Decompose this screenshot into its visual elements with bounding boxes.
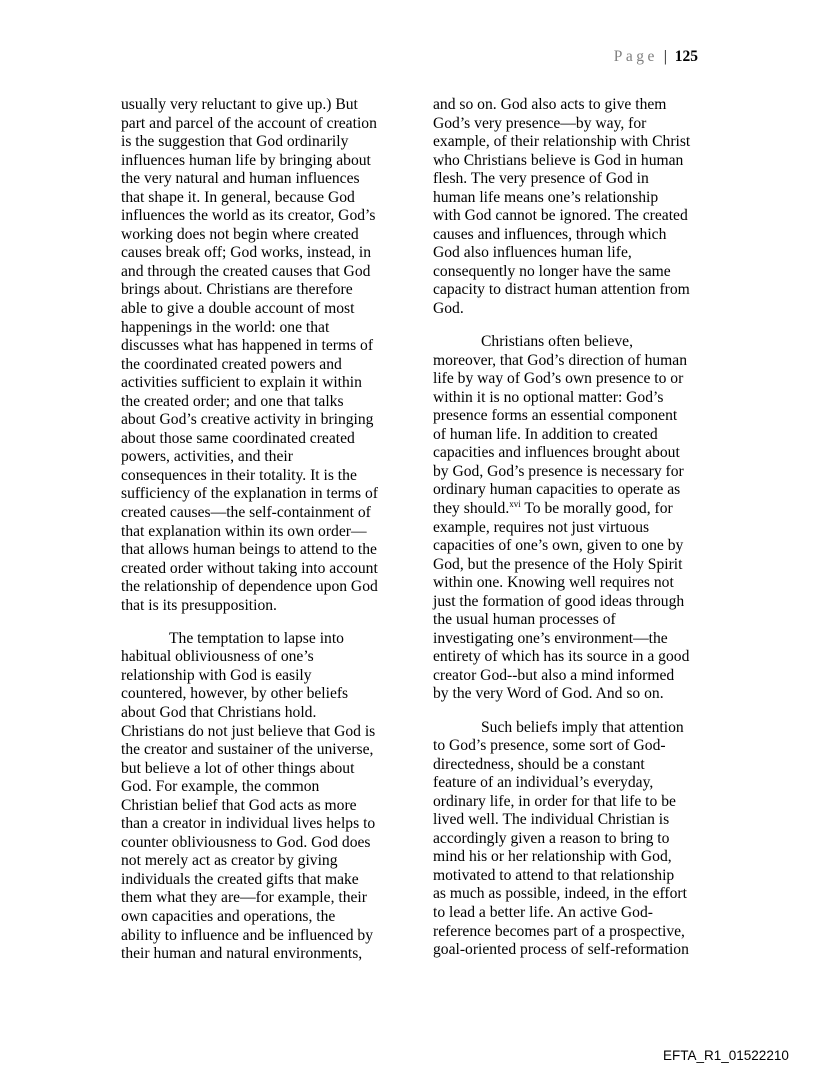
text-line: Christians do not just believe that God is [121, 722, 376, 740]
text-line: their human and natural environments, [121, 945, 363, 963]
paragraph [121, 630, 401, 964]
text-line: by God, God’s presence is necessary for [433, 462, 684, 480]
text-line: and through the created causes that God [121, 262, 371, 280]
page-label: Page [613, 48, 658, 65]
text-line: own capacities and operations, the [121, 908, 336, 926]
text-line: the very natural and human influences [121, 170, 360, 188]
text-line: the created order; and one that talks [121, 392, 344, 410]
text-line: causes break off; God works, instead, in [121, 244, 372, 262]
text-line: happenings in the world: one that [121, 318, 330, 336]
text-line: reference becomes part of a prospective, [433, 922, 685, 940]
text-line: by the very Word of God. And so on. [433, 685, 664, 703]
text-line: God. [433, 300, 464, 318]
text-line: human life means one’s relationship [433, 188, 659, 206]
text-line: God’s very presence—by way, for [433, 114, 647, 132]
text-line: causes and influences, through which [433, 225, 667, 243]
text-line: of human life. In addition to created [433, 425, 658, 443]
text-line: ordinary life, in order for that life to be [433, 792, 676, 810]
paragraph [433, 333, 713, 704]
text-line: that explanation within its own order— [121, 522, 367, 540]
text-line: but believe a lot of other things about [121, 759, 355, 777]
text-line: creator God--but also a mind informed [433, 666, 675, 684]
text-line: them what they are—for example, their [121, 889, 367, 907]
text-line: the creator and sustainer of the universe, [121, 741, 374, 759]
text-line: influences the world as its creator, God’s [121, 207, 376, 225]
text-line: is the suggestion that God ordinarily [121, 133, 349, 151]
text-line: consequently no longer have the same [433, 262, 671, 280]
text-line: as much as possible, indeed, in the effort [433, 885, 687, 903]
text-line: God, but the presence of the Holy Spirit [433, 555, 683, 573]
text-line: that shape it. In general, because God [121, 188, 355, 206]
text-line: presence forms an essential component [433, 407, 678, 425]
text-line: about God that Christians hold. [121, 704, 317, 721]
text-line: capacity to distract human attention from [433, 281, 690, 299]
text-line: relationship with God is easily [121, 666, 312, 684]
text-line: about God’s creative activity in bringing [121, 411, 374, 429]
text-line: the usual human processes of [433, 611, 616, 629]
text-line: lived well. The individual Christian is [433, 811, 670, 829]
text-line: God also influences human life, [433, 244, 632, 262]
text-line: activities sufficient to explain it within [121, 374, 362, 392]
text-line: sufficiency of the explanation in terms of [121, 485, 378, 503]
paragraph [433, 719, 713, 960]
text-line: entirety of which has its source in a good [433, 648, 690, 666]
paragraph [433, 96, 713, 319]
text-line: not merely act as creator by giving [121, 852, 338, 870]
text-line: within one. Knowing well requires not [433, 574, 674, 592]
text-line: feature of an individual’s everyday, [433, 774, 654, 792]
text-line: and so on. God also acts to give them [433, 96, 667, 113]
paragraph [121, 96, 401, 615]
page-number: 125 [674, 48, 698, 65]
right-column [433, 96, 713, 974]
text-line: the coordinated created powers and [121, 355, 342, 373]
page-header [614, 48, 698, 66]
text-line: with God cannot be ignored. The created [433, 207, 688, 225]
footnote-marker[interactable]: xvi [509, 498, 521, 509]
left-column [121, 96, 401, 978]
text-line: moreover, that God’s direction of human [433, 351, 688, 369]
text-line: individuals the created gifts that make [121, 870, 359, 888]
text-line: investigating one’s environment—the [433, 629, 668, 647]
text-line: created order without taking into account [121, 559, 378, 577]
text-line: capacities and influences brought about [433, 444, 680, 462]
text-line: that allows human beings to attend to the [121, 541, 377, 559]
text-line: motivated to attend to that relationship [433, 866, 675, 884]
text-line: brings about. Christians are therefore [121, 281, 353, 299]
text-line: than a creator in individual lives helps to [121, 815, 376, 833]
text-line: goal-oriented process of self-reformation [433, 941, 689, 959]
text-line: part and parcel of the account of creation [121, 114, 377, 132]
text-line [433, 500, 713, 519]
text-line: created causes—the self-containment of [121, 504, 371, 522]
text-line: countered, however, by other beliefs [121, 685, 349, 703]
text-line: accordingly given a reason to bring to [433, 829, 670, 847]
text-line: powers, activities, and their [121, 448, 293, 466]
text-line: to lead a better life. An active God- [433, 903, 653, 921]
text-line: who Christians believe is God in human [433, 151, 684, 169]
text-line: the relationship of dependence upon God [121, 578, 378, 596]
text-line: example, requires not just virtuous [433, 518, 650, 536]
text-line: working does not begin where created [121, 225, 359, 243]
text-line: influences human life by bringing about [121, 151, 371, 169]
text-line: ordinary human capacities to operate as [433, 481, 681, 499]
text-line: mind his or her relationship with God, [433, 848, 672, 866]
text-line: Christians often believe, [481, 333, 634, 351]
text-line: God. For example, the common [121, 778, 320, 796]
page-separator: | [663, 48, 667, 65]
text-line: directedness, should be a constant [433, 755, 645, 773]
text-fragment: To be morally good, for [520, 499, 673, 517]
text-line: to God’s presence, some sort of God- [433, 737, 666, 755]
text-line: that is its presupposition. [121, 596, 277, 614]
text-line: capacities of one’s own, given to one by [433, 537, 684, 555]
text-line: usually very reluctant to give up.) But [121, 96, 358, 113]
text-line: The temptation to lapse into [169, 629, 344, 647]
document-id: EFTA_R1_01522210 [663, 1048, 789, 1063]
text-line: within it is no optional matter: God’s [433, 388, 664, 406]
text-line: counter obliviousness to God. God does [121, 833, 371, 851]
text-line: example, of their relationship with Christ [433, 133, 691, 151]
text-line: discusses what has happened in terms of [121, 337, 374, 355]
text-line: Such beliefs imply that attention [481, 718, 684, 736]
text-line: consequences in their totality. It is the [121, 466, 357, 484]
text-line: habitual obliviousness of one’s [121, 648, 314, 666]
text-line: Christian belief that God acts as more [121, 796, 357, 814]
text-line: life by way of God’s own presence to or [433, 370, 684, 388]
text-fragment: they should. [433, 499, 510, 517]
text-line: just the formation of good ideas through [433, 592, 685, 610]
text-line: flesh. The very presence of God in [433, 170, 649, 188]
text-line: about those same coordinated created [121, 429, 355, 447]
text-line: ability to influence and be influenced by [121, 926, 374, 944]
text-line: able to give a double account of most [121, 300, 355, 318]
